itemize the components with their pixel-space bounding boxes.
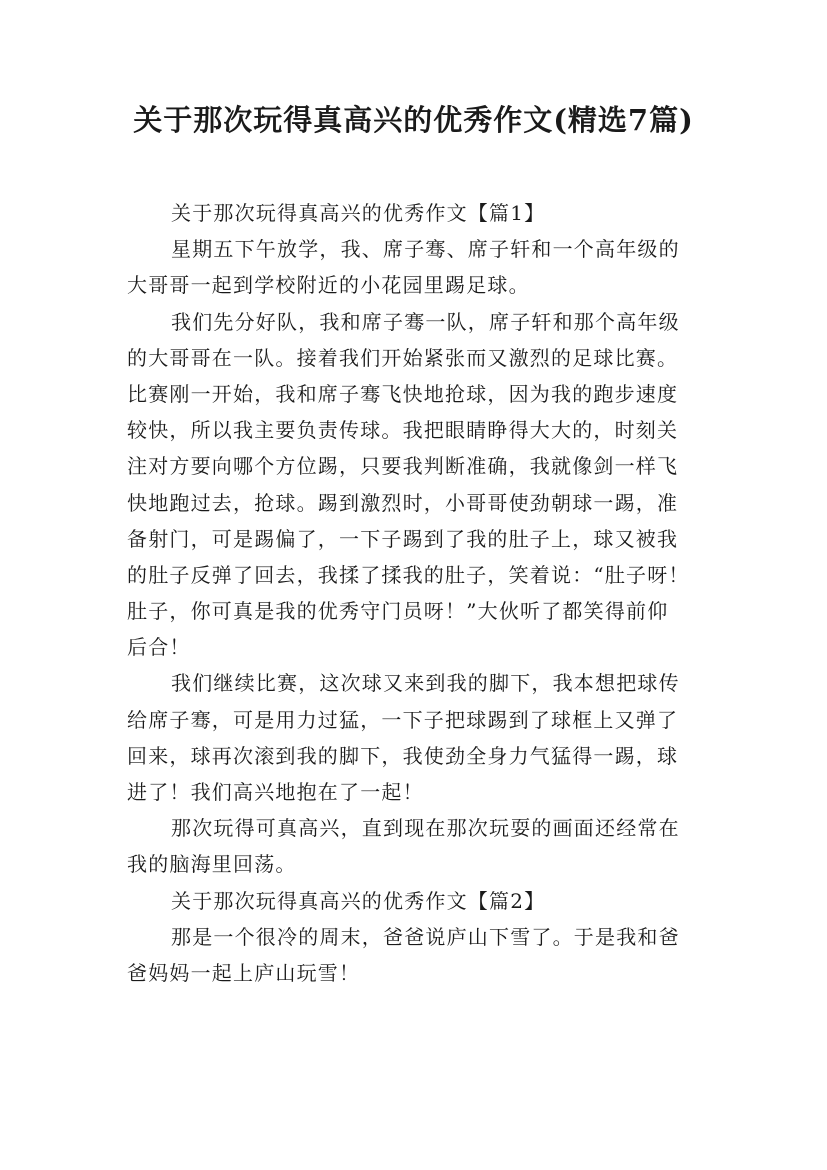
document-body [127, 195, 702, 991]
text-line: 那是一个很冷的周末，爸爸说庐山下雪了。于是我和爸 [171, 924, 680, 949]
text-line: 回来，球再次滚到我的脚下，我使劲全身力气猛得一踢，球 [127, 743, 679, 768]
text-line: 我的脑海里回荡。 [127, 852, 297, 877]
text-line: 注对方要向哪个方位踢，只要我判断准确，我就像剑一样飞 [127, 454, 679, 479]
text-line: 我们继续比赛，这次球又来到我的脚下，我本想把球传 [171, 671, 680, 696]
text-line: 的肚子反弹了回去，我揉了揉我的肚子，笑着说：“肚子呀！ [127, 562, 690, 587]
text-line: 那次玩得可真高兴，直到现在那次玩耍的画面还经常在 [171, 816, 680, 841]
text-line: 的大哥哥在一队。接着我们开始紧张而又激烈的足球比赛。 [127, 345, 679, 370]
text-line: 快地跑过去，抢球。踢到激烈时，小哥哥使劲朝球一踢，准 [127, 490, 679, 515]
text-line: 后合！ [127, 635, 191, 660]
text-line: 较快，所以我主要负责传球。我把眼睛睁得大大的，时刻关 [127, 418, 679, 443]
text-line: 我们先分好队，我和席子骞一队，席子轩和那个高年级 [171, 309, 680, 334]
text-line: 关于那次玩得真高兴的优秀作文【篇1】 [171, 201, 546, 225]
text-line: 关于那次玩得真高兴的优秀作文【篇2】 [171, 888, 546, 913]
document-title: 关于那次玩得真高兴的优秀作文(精选7篇) [133, 103, 694, 137]
text-line: 爸妈妈一起上庐山玩雪！ [127, 960, 361, 985]
text-line: 肚子，你可真是我的优秀守门员呀！”大伙听了都笑得前仰 [127, 599, 669, 624]
text-line: 备射门，可是踢偏了，一下子踢到了我的肚子上，球又被我 [127, 526, 679, 551]
text-line: 星期五下午放学，我、席子骞、席子轩和一个高年级的 [171, 237, 680, 262]
text-line: 大哥哥一起到学校附近的小花园里踢足球。 [127, 273, 530, 298]
text-line: 比赛刚一开始，我和席子骞飞快地抢球，因为我的跑步速度 [127, 381, 679, 406]
text-line: 进了！我们高兴地抱在了一起！ [127, 780, 424, 804]
text-line: 给席子骞，可是用力过猛，一下子把球踢到了球框上又弹了 [127, 707, 679, 732]
